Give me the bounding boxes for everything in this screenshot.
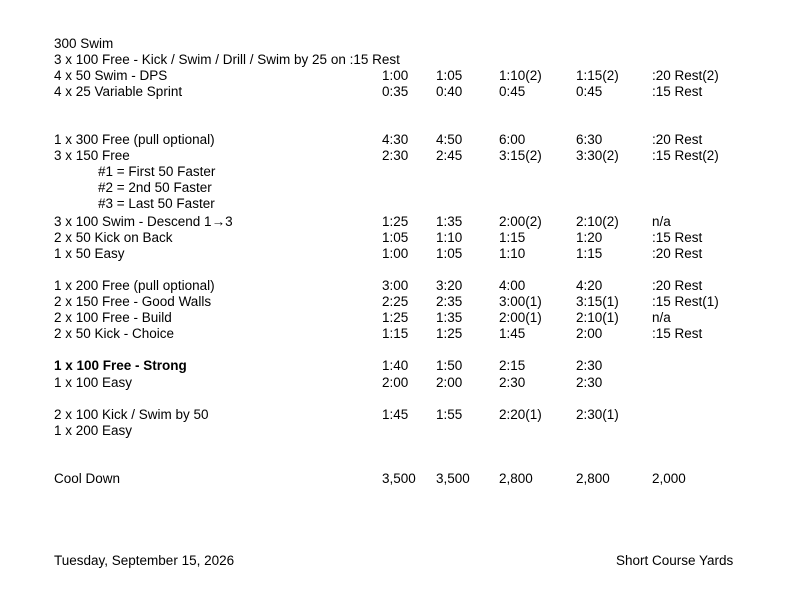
workout-row bbox=[0, 407, 792, 423]
workout-row bbox=[0, 84, 792, 100]
set-label: 4 x 25 Variable Sprint bbox=[54, 84, 183, 99]
set-label: 3 x 100 Free - Kick / Swim / Drill / Swim by 25 on :15 Rest bbox=[54, 52, 400, 67]
interval-2: 0:40 bbox=[436, 84, 463, 99]
interval-2: 1:25 bbox=[436, 326, 463, 341]
workout-row bbox=[0, 423, 792, 439]
interval-4: 0:45 bbox=[576, 84, 603, 99]
interval-2: 4:50 bbox=[436, 132, 463, 147]
set-label: 2 x 50 Kick - Choice bbox=[54, 326, 175, 341]
interval-1: 1:40 bbox=[382, 358, 409, 373]
workout-row bbox=[0, 36, 792, 52]
interval-1: 3:00 bbox=[382, 278, 409, 293]
interval-3: 2:30 bbox=[499, 375, 526, 390]
set-note: #2 = 2nd 50 Faster bbox=[98, 180, 212, 195]
interval-1: 2:00 bbox=[382, 375, 409, 390]
yardage-total-2: 3,500 bbox=[436, 471, 470, 486]
course-type: Short Course Yards bbox=[616, 553, 734, 568]
yardage-total-4: 2,800 bbox=[576, 471, 610, 486]
interval-4: 2:30 bbox=[576, 358, 603, 373]
interval-3: 2:15 bbox=[499, 358, 526, 373]
set-label: 1 x 300 Free (pull optional) bbox=[54, 132, 215, 147]
rest-value: :20 Rest bbox=[652, 246, 703, 261]
rest-value: :20 Rest bbox=[652, 278, 703, 293]
workout-row bbox=[0, 52, 792, 68]
workout-note-row bbox=[0, 164, 792, 180]
workout-row bbox=[0, 230, 792, 246]
interval-2: 1:05 bbox=[436, 246, 463, 261]
interval-1: 4:30 bbox=[382, 132, 409, 147]
interval-1: 1:05 bbox=[382, 230, 409, 245]
set-label: 3 x 150 Free bbox=[54, 148, 130, 163]
workout-row bbox=[0, 358, 792, 374]
interval-4: 3:15(1) bbox=[576, 294, 619, 309]
workout-row bbox=[0, 278, 792, 294]
set-label: 1 x 200 Easy bbox=[54, 423, 133, 438]
interval-4: 1:20 bbox=[576, 230, 603, 245]
interval-1: 1:25 bbox=[382, 310, 409, 325]
interval-2: 2:35 bbox=[436, 294, 463, 309]
workout-row bbox=[0, 310, 792, 326]
interval-1: 1:25 bbox=[382, 214, 409, 229]
interval-2: 2:45 bbox=[436, 148, 463, 163]
interval-4: 2:10(1) bbox=[576, 310, 619, 325]
cooldown-row bbox=[0, 471, 792, 487]
interval-3: 1:10 bbox=[499, 246, 526, 261]
workout-note-row bbox=[0, 180, 792, 196]
interval-3: 1:45 bbox=[499, 326, 526, 341]
set-note: #1 = First 50 Faster bbox=[98, 164, 216, 179]
interval-1: 1:15 bbox=[382, 326, 409, 341]
set-note: #3 = Last 50 Faster bbox=[98, 196, 215, 211]
interval-3: 1:10(2) bbox=[499, 68, 542, 83]
interval-3: 4:00 bbox=[499, 278, 526, 293]
set-label: 1 x 100 Free - Strong bbox=[54, 358, 187, 373]
interval-4: 4:20 bbox=[576, 278, 603, 293]
workout-row bbox=[0, 375, 792, 391]
set-label: 2 x 50 Kick on Back bbox=[54, 230, 173, 245]
interval-3: 3:00(1) bbox=[499, 294, 542, 309]
interval-2: 1:35 bbox=[436, 214, 463, 229]
workout-row bbox=[0, 246, 792, 262]
workout-row bbox=[0, 326, 792, 342]
yardage-total-1: 3,500 bbox=[382, 471, 416, 486]
workout-note-row bbox=[0, 196, 792, 212]
set-label: 1 x 200 Free (pull optional) bbox=[54, 278, 215, 293]
workout-row bbox=[0, 132, 792, 148]
interval-2: 1:55 bbox=[436, 407, 463, 422]
rest-value: :15 Rest bbox=[652, 326, 703, 341]
interval-1: 0:35 bbox=[382, 84, 409, 99]
interval-4: 1:15 bbox=[576, 246, 603, 261]
interval-2: 1:50 bbox=[436, 358, 463, 373]
interval-3: 0:45 bbox=[499, 84, 526, 99]
interval-4: 2:00 bbox=[576, 326, 603, 341]
interval-4: 2:10(2) bbox=[576, 214, 619, 229]
interval-4: 1:15(2) bbox=[576, 68, 619, 83]
set-label: 3 x 100 Swim - Descend 1→3 bbox=[54, 214, 233, 229]
interval-3: 2:00(1) bbox=[499, 310, 542, 325]
workout-row bbox=[0, 148, 792, 164]
interval-2: 1:10 bbox=[436, 230, 463, 245]
set-label: 4 x 50 Swim - DPS bbox=[54, 68, 168, 83]
rest-value: :15 Rest(1) bbox=[652, 294, 719, 309]
rest-value: n/a bbox=[652, 310, 671, 325]
workout-row bbox=[0, 214, 792, 230]
interval-2: 1:05 bbox=[436, 68, 463, 83]
interval-4: 2:30(1) bbox=[576, 407, 619, 422]
interval-1: 1:00 bbox=[382, 246, 409, 261]
yardage-total-3: 2,800 bbox=[499, 471, 533, 486]
set-label: 300 Swim bbox=[54, 36, 114, 51]
interval-4: 3:30(2) bbox=[576, 148, 619, 163]
set-label: 1 x 100 Easy bbox=[54, 375, 133, 390]
interval-1: 2:30 bbox=[382, 148, 409, 163]
interval-3: 6:00 bbox=[499, 132, 526, 147]
rest-value: :20 Rest(2) bbox=[652, 68, 719, 83]
interval-1: 1:00 bbox=[382, 68, 409, 83]
interval-3: 2:00(2) bbox=[499, 214, 542, 229]
cooldown-label: Cool Down bbox=[54, 471, 121, 486]
set-label: 1 x 50 Easy bbox=[54, 246, 125, 261]
interval-2: 1:35 bbox=[436, 310, 463, 325]
interval-4: 6:30 bbox=[576, 132, 603, 147]
interval-3: 1:15 bbox=[499, 230, 526, 245]
workout-row bbox=[0, 294, 792, 310]
interval-4: 2:30 bbox=[576, 375, 603, 390]
rest-value: :15 Rest bbox=[652, 230, 703, 245]
interval-3: 3:15(2) bbox=[499, 148, 542, 163]
interval-3: 2:20(1) bbox=[499, 407, 542, 422]
set-label: 2 x 100 Kick / Swim by 50 bbox=[54, 407, 209, 422]
set-label: 2 x 150 Free - Good Walls bbox=[54, 294, 212, 309]
workout-date: Tuesday, September 15, 2026 bbox=[54, 553, 235, 568]
rest-value: n/a bbox=[652, 214, 671, 229]
interval-1: 2:25 bbox=[382, 294, 409, 309]
yardage-total-5: 2,000 bbox=[652, 471, 686, 486]
set-label: 2 x 100 Free - Build bbox=[54, 310, 172, 325]
interval-2: 3:20 bbox=[436, 278, 463, 293]
rest-value: :20 Rest bbox=[652, 132, 703, 147]
interval-1: 1:45 bbox=[382, 407, 409, 422]
workout-row bbox=[0, 68, 792, 84]
rest-value: :15 Rest bbox=[652, 84, 703, 99]
interval-2: 2:00 bbox=[436, 375, 463, 390]
rest-value: :15 Rest(2) bbox=[652, 148, 719, 163]
